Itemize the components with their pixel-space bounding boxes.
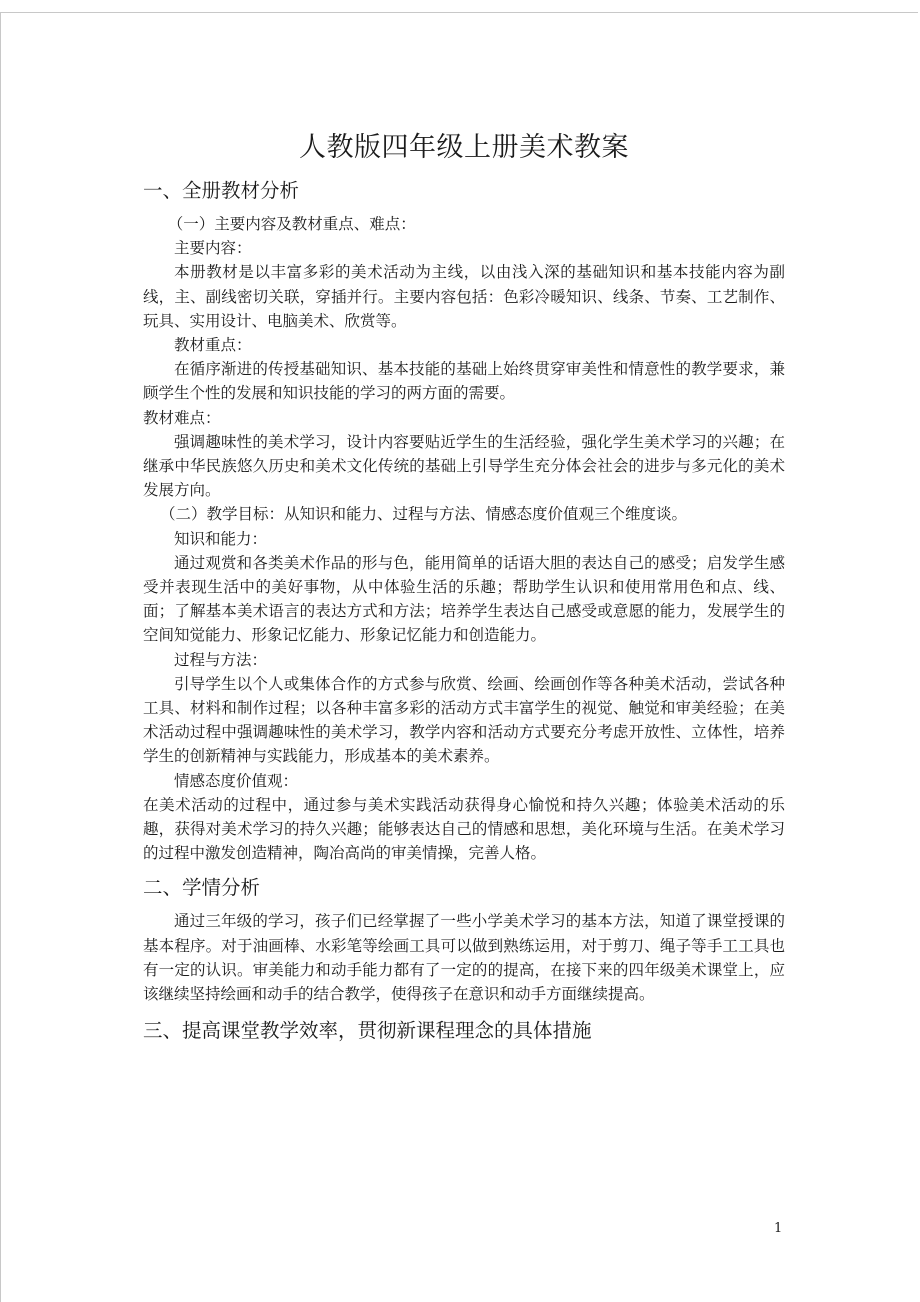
paragraph-main-content: 本册教材是以丰富多彩的美术活动为主线，以由浅入深的基础知识和基本技能内容为副线，主、副线密切关联，穿插并行。主要内容包括：色彩冷暖知识、线条、节奏、工艺制作、玩具、实用设计、电脑美术、欣赏等。 — [143, 263, 785, 330]
page-number: 1 — [774, 1221, 783, 1236]
subheading-main-content: （一）主要内容及教材重点、难点： — [167, 215, 416, 233]
document-body — [143, 128, 785, 1046]
paragraph-key-points: 在循序渐进的传授基础知识、基本技能的基础上始终贯穿审美性和情意性的教学要求，兼顾学生个性的发展和知识技能的学习的两方面的需要。 — [143, 360, 785, 403]
paragraph-process-method: 引导学生以个人或集体合作的方式参与欣赏、绘画、绘画创作等各种美术活动，尝试各种工具、材料和制作过程；以各种丰富多彩的活动方式丰富学生的视觉、触觉和审美经验；在美术活动过程中强调趣味性的美术学习，教学内容和活动方式要充分考虑开放性、立体性，培养学生的创新精神与实践能力，形成基本的美术素养。 — [143, 674, 785, 766]
section-heading-measures: 三、提高课堂教学效率，贯彻新课程理念的具体措施 — [143, 1019, 592, 1043]
label-key-points: 教材重点： — [174, 336, 252, 355]
label-main-content: 主要内容： — [174, 239, 252, 258]
label-knowledge-ability: 知识和能力： — [174, 529, 268, 548]
section-heading-learner-analysis: 二、学情分析 — [143, 876, 261, 900]
paragraph-learner-analysis: 通过三年级的学习，孩子们已经掌握了一些小学美术学习的基本方法，知道了课堂授课的基本程序。对于油画棒、水彩笔等绘画工具可以做到熟练运用，对于剪刀、绳子等手工工具也有一定的认识。审美能力和动手能力都有了一定的的提高，在接下来的四年级美术课堂上，应该继续坚持绘画和动手的结合教学，使得孩子在意识和动手方面继续提高。 — [143, 912, 785, 1004]
label-emotion-values: 情感态度价值观： — [174, 771, 299, 790]
label-difficulties: 教材难点： — [143, 408, 221, 427]
paragraph-knowledge-ability: 通过观赏和各类美术作品的形与色，能用简单的话语大胆的表达自己的感受；启发学生感受并表现生活中的美好事物，从中体验生活的乐趣；帮助学生认识和使用常用色和点、线、面；了解基本美术语言的表达方式和方法；培养学生表达自己感受或意愿的能力，发展学生的空间知觉能力、形象记忆能力、形象记忆能力和创造能力。 — [143, 553, 785, 645]
document-title: 人教版四年级上册美术教案 — [299, 132, 629, 163]
paragraph-emotion-values: 在美术活动的过程中，通过参与美术实践活动获得身心愉悦和持久兴趣；体验美术活动的乐趣，获得对美术学习的持久兴趣；能够表达自己的情感和思想，美化环境与生活。在美术学习的过程中激发创造精神，陶冶高尚的审美情操，完善人格。 — [143, 795, 785, 863]
section-heading-materials: 一、全册教材分析 — [143, 179, 300, 202]
paragraph-difficulties: 强调趣味性的美术学习，设计内容要贴近学生的生活经验，强化学生美术学习的兴趣；在继承中华民族悠久历史和美术文化传统的基础上引导学生充分体会社会的进步与多元化的美术发展方向。 — [143, 432, 785, 500]
label-process-method: 过程与方法： — [174, 650, 268, 669]
subheading-teaching-goals: （二）教学目标：从知识和能力、过程与方法、情感态度价值观三个维度谈。 — [160, 505, 688, 524]
